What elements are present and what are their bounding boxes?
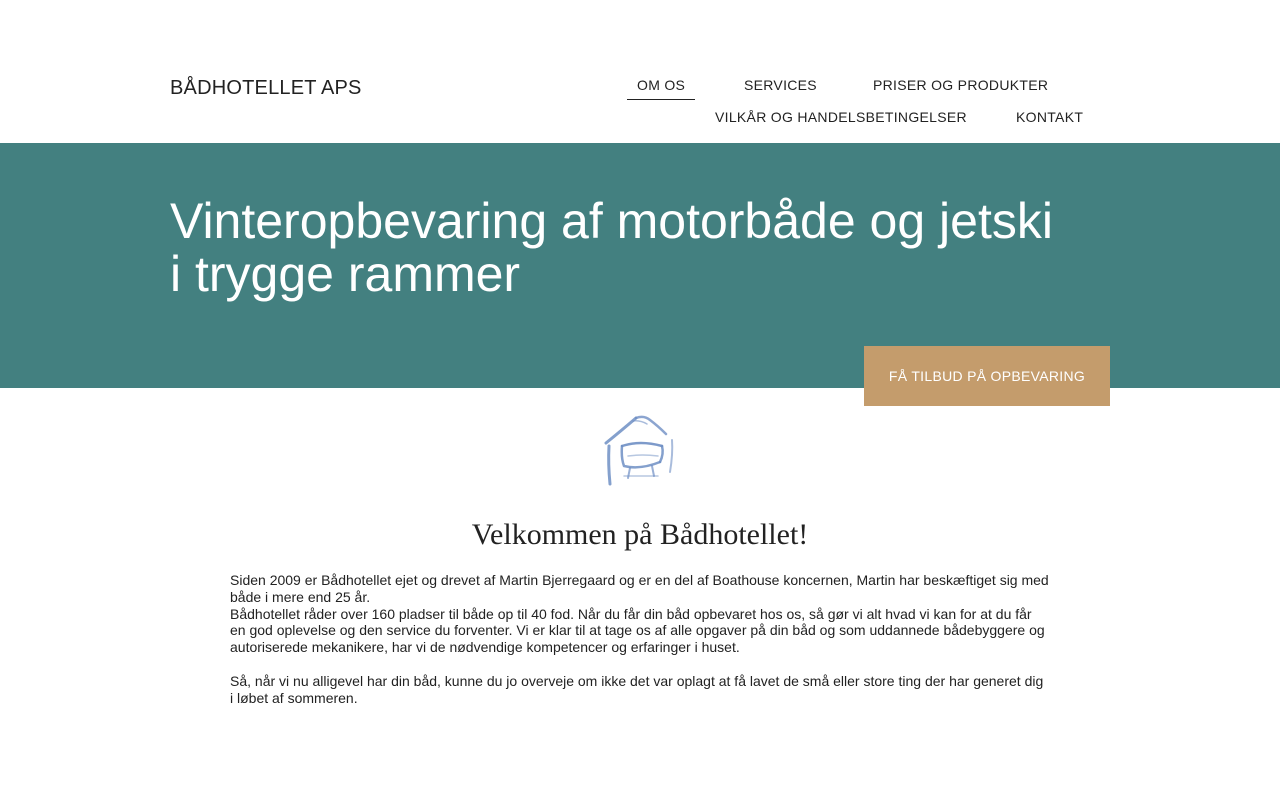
site-brand[interactable]: BÅDHOTELLET APS [170,77,362,99]
intro-text [230,572,1050,706]
get-quote-button[interactable]: FÅ TILBUD PÅ OPBEVARING [864,346,1110,406]
hero-title [170,195,1070,301]
hero-title-line-1: Vinteropbevaring af motorbåde og jetski [170,193,1053,249]
nav-item-kontakt[interactable]: KONTAKT [1016,109,1084,125]
hero-title-line-2: i trygge rammer [170,246,521,302]
intro-paragraph-2: Bådhotellet råder over 160 pladser til både op til 40 fod. Når du får din båd opbevaret hos os, så gør vi alt hvad vi kan for at du får en god oplevelse og den service du forventer. Vi er klar til at tage os af alle opgaver på din båd og som uddannede bådebyggere og autoriserede mekanikere, har vi de nødvendige kompetencer og erfaringer i huset. [230,605,1045,656]
nav-item-om-os[interactable]: OM OS [627,77,695,100]
boat-house-logo-icon [600,412,680,488]
intro-paragraph-1: Siden 2009 er Bådhotellet ejet og drevet af Martin Bjerregaard og er en del af Boathouse koncernen, Martin har beskæftiget sig med både i mere end 25 år. [230,572,1049,605]
intro-paragraph-3: Så, når vi nu alligevel har din båd, kunne du jo overveje om ikke det var oplagt at få lavet de små eller store ting der har generet dig i løbet af sommeren. [230,672,1044,706]
nav-item-priser-og-produkter[interactable]: PRISER OG PRODUKTER [873,77,1049,93]
site-header [0,0,1280,143]
nav-item-services[interactable]: SERVICES [744,77,817,93]
nav-item-vilkaar-og-handelsbetingelser[interactable]: VILKÅR OG HANDELSBETINGELSER [715,109,967,125]
welcome-heading: Velkommen på Bådhotellet! [471,518,809,551]
